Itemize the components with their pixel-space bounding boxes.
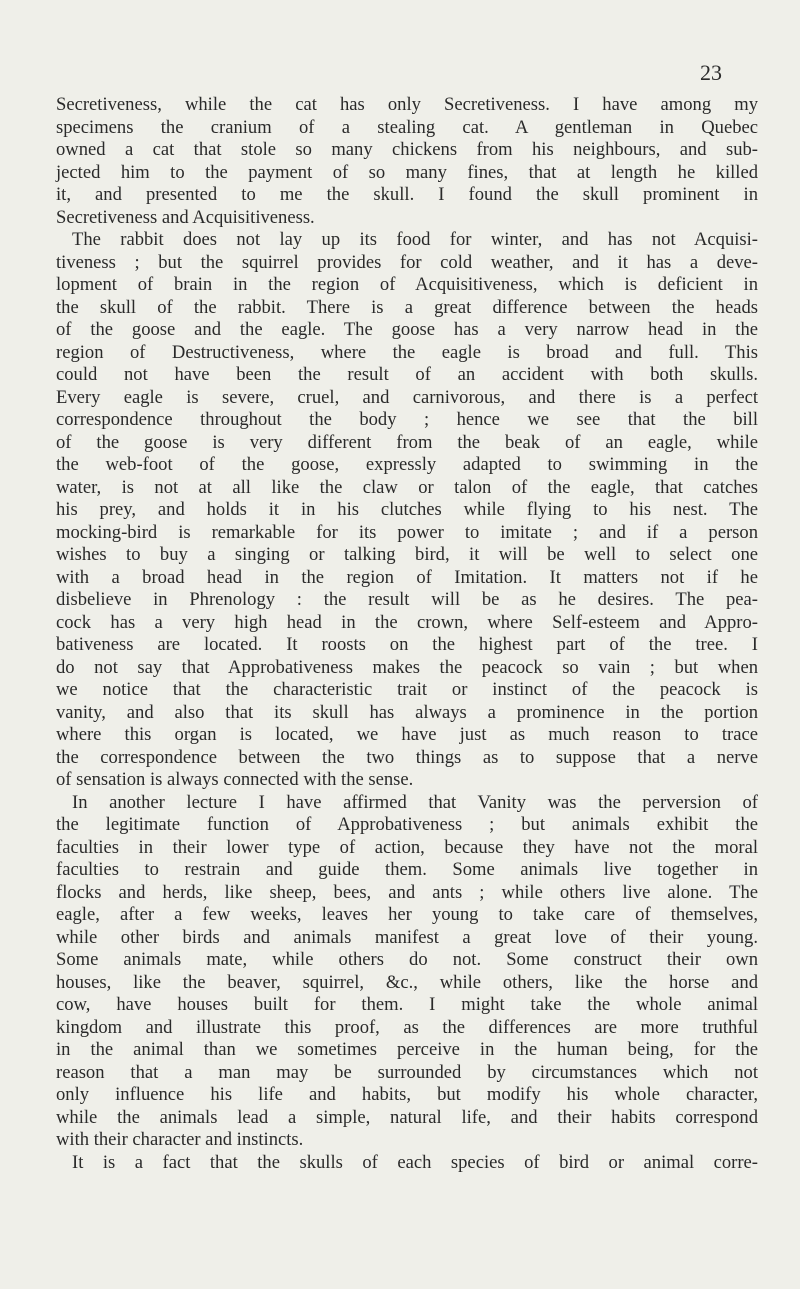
text-line: bativeness are located. It roosts on the highest part of the tree. I (56, 634, 758, 655)
paragraph (56, 229, 758, 792)
text-line: his prey, and holds it in his clutches while flying to his nest. The (56, 499, 758, 520)
text-line: the web-foot of the goose, expressly adapted to swimming in the (56, 454, 758, 475)
text-line: of the goose and the eagle. The goose has a very narrow head in the (56, 319, 758, 340)
page-number: 23 (700, 60, 722, 85)
text-line: Secretiveness, while the cat has only Secretiveness. I have among my (56, 94, 758, 115)
text-line: specimens the cranium of a stealing cat. A gentleman in Quebec (56, 116, 758, 138)
text-line: water, is not at all like the claw or talon of the eagle, that catches (56, 476, 758, 498)
text-line: cow, have houses built for them. I might take the whole animal (56, 994, 758, 1015)
text-line: only influence his life and habits, but modify his whole character, (56, 1084, 758, 1105)
text-line: reason that a man may be surrounded by circumstances which not (56, 1061, 758, 1083)
text-line: in the animal than we sometimes perceive in the human being, for the (56, 1039, 758, 1060)
text-line: the skull of the rabbit. There is a great difference between the heads (56, 296, 758, 318)
text-line: flocks and herds, like sheep, bees, and ants ; while others live alone. The (56, 881, 758, 903)
text-line: it, and presented to me the skull. I found the skull prominent in (56, 184, 758, 205)
text-line: where this organ is located, we have just as much reason to trace (56, 724, 758, 745)
text-line: jected him to the payment of so many fines, that at length he killed (56, 161, 758, 183)
text-line: Every eagle is severe, cruel, and carnivorous, and there is a perfect (56, 386, 758, 408)
text-line: Secretiveness and Acquisitiveness. (56, 206, 315, 228)
text-line: mocking-bird is remarkable for its power to imitate ; and if a person (56, 521, 758, 543)
text-line: wishes to buy a singing or talking bird, it will be well to select one (56, 544, 758, 565)
text-line: region of Destructiveness, where the eagle is broad and full. This (56, 341, 758, 363)
text-line: with their character and instincts. (56, 1129, 304, 1150)
text-line: vanity, and also that its skull has always a prominence in the portion (56, 701, 758, 723)
text-line: tiveness ; but the squirrel provides for cold weather, and it has a deve- (56, 251, 758, 273)
text-line: we notice that the characteristic trait or instinct of the peacock is (56, 679, 758, 700)
text-line: faculties to restrain and guide them. Some animals live together in (56, 859, 758, 880)
text-line: could not have been the result of an accident with both skulls. (56, 364, 758, 385)
text-line: do not say that Approbativeness makes the peacock so vain ; but when (56, 656, 758, 678)
text-line: the correspondence between the two things as to suppose that a nerve (56, 746, 758, 768)
text-line: It is a fact that the skulls of each species of bird or animal corre- (72, 1151, 758, 1173)
text-line: of the goose is very different from the beak of an eagle, while (56, 431, 758, 453)
text-line: disbelieve in Phrenology : the result will be as he desires. The pea- (56, 589, 758, 610)
text-line: correspondence throughout the body ; hence we see that the bill (56, 409, 758, 430)
text-line: houses, like the beaver, squirrel, &c., while others, like the horse and (56, 971, 758, 993)
text-line: eagle, after a few weeks, leaves her young to take care of themselves, (56, 904, 758, 925)
text-line: lopment of brain in the region of Acquisitiveness, which is deficient in (56, 274, 758, 295)
text-line: The rabbit does not lay up its food for winter, and has not Acquisi- (72, 229, 758, 250)
text-line: of sensation is always connected with the sense. (56, 769, 414, 790)
text-line: the legitimate function of Approbativeness ; but animals exhibit the (56, 814, 758, 835)
paragraph (56, 94, 758, 229)
text-line: with a broad head in the region of Imitation. It matters not if he (56, 566, 758, 588)
text-line: faculties in their lower type of action, because they have not the moral (56, 836, 758, 858)
text-line: owned a cat that stole so many chickens from his neighbours, and sub- (56, 139, 758, 160)
paragraph (56, 1152, 758, 1175)
body-text (56, 94, 758, 1174)
text-line: Some animals mate, while others do not. Some construct their own (56, 949, 758, 970)
paragraph (56, 792, 758, 1152)
text-line: kingdom and illustrate this proof, as the differences are more truthful (56, 1016, 758, 1038)
text-line: while other birds and animals manifest a great love of their young. (56, 926, 758, 948)
text-line: In another lecture I have affirmed that Vanity was the perversion of (72, 791, 758, 813)
text-line: while the animals lead a simple, natural life, and their habits correspond (56, 1106, 758, 1128)
text-line: cock has a very high head in the crown, where Self-esteem and Appro- (56, 611, 758, 633)
